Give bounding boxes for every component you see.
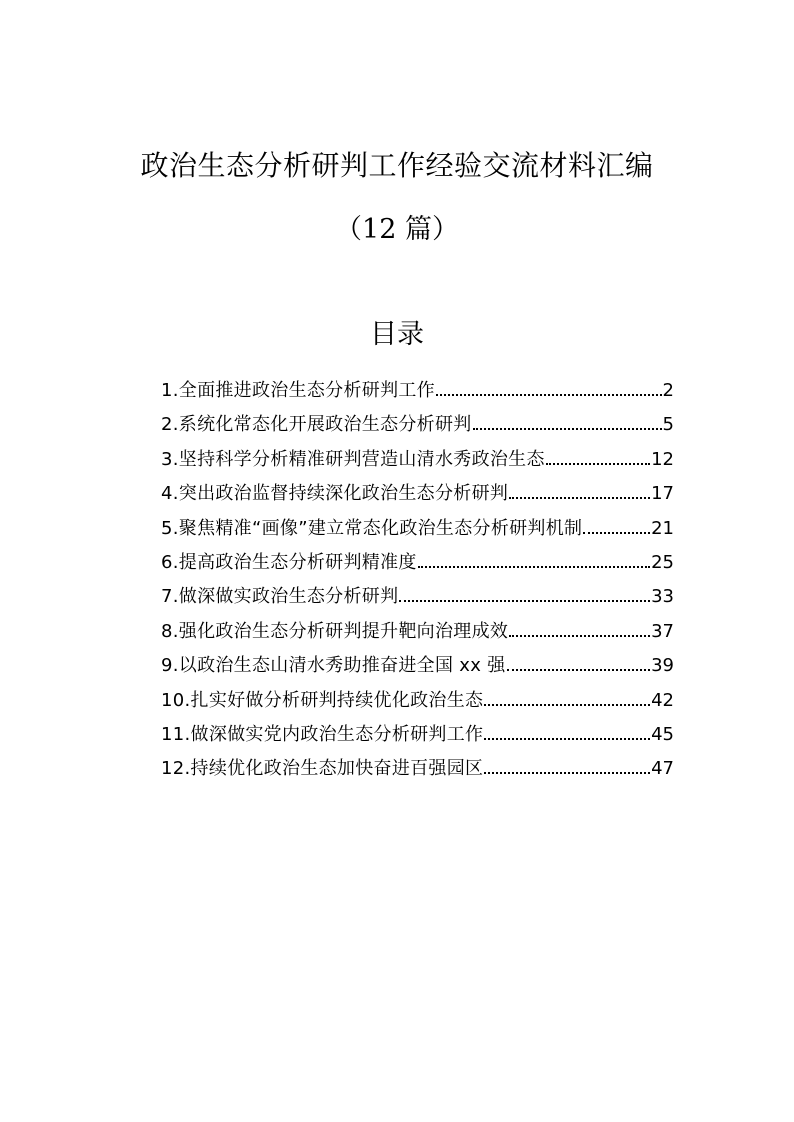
toc-leader-dots xyxy=(484,771,650,774)
toc-entry[interactable] xyxy=(161,512,674,546)
toc-entry-page: 21 xyxy=(651,517,674,539)
toc-entry-title: 4.突出政治监督持续深化政治生态分析研判 xyxy=(161,483,509,505)
toc-entry-page: 12 xyxy=(651,448,674,470)
toc-entry-title: 11.做深做实党内政治生态分析研判工作 xyxy=(161,723,484,745)
toc-entry[interactable] xyxy=(161,580,674,614)
toc-leader-dots xyxy=(507,668,651,671)
toc-entry[interactable] xyxy=(161,374,674,408)
toc-leader-dots xyxy=(509,634,650,637)
toc-entry[interactable] xyxy=(161,615,674,649)
toc-entry-page: 39 xyxy=(651,655,674,677)
toc-leader-dots xyxy=(436,393,662,396)
toc-entry[interactable] xyxy=(161,718,674,752)
toc-leader-dots xyxy=(399,599,650,602)
toc-entry-title: 1.全面推进政治生态分析研判工作 xyxy=(161,380,435,401)
toc-entry[interactable] xyxy=(161,443,674,477)
toc-entry-title: 7.做深做实政治生态分析研判 xyxy=(161,586,399,608)
toc-leader-dots xyxy=(418,565,650,568)
toc-entry-title: 12.持续优化政治生态加快奋进百强园区 xyxy=(161,758,484,780)
toc-entry-page: 25 xyxy=(651,551,674,573)
toc-entry-page: 47 xyxy=(651,758,674,780)
toc-entry[interactable] xyxy=(161,684,674,718)
toc-leader-dots xyxy=(484,737,650,740)
document-subtitle: （12 篇） xyxy=(335,214,459,245)
toc-entry-page: 45 xyxy=(651,723,674,745)
toc-leader-dots xyxy=(509,496,650,499)
toc-leader-dots xyxy=(484,703,650,706)
toc-leader-dots xyxy=(583,531,650,534)
toc-entry-page: 17 xyxy=(651,483,674,505)
toc-entry-title: 2.系统化常态化开展政治生态分析研判 xyxy=(161,414,472,436)
toc-entry-title: 8.强化政治生态分析研判提升靶向治理成效 xyxy=(161,620,509,642)
toc-entry-page: 5 xyxy=(662,414,674,436)
toc-entry-page: 2 xyxy=(662,380,674,401)
toc-entry-page: 42 xyxy=(651,689,674,711)
toc-entry-title: 5.聚焦精准“画像”建立常态化政治生态分析研判机制 xyxy=(161,517,583,539)
document-title: 政治生态分析研判工作经验交流材料汇编 xyxy=(140,149,654,182)
toc-leader-dots xyxy=(473,427,662,430)
toc-entry[interactable] xyxy=(161,752,674,786)
toc-entry[interactable] xyxy=(161,408,674,442)
toc-entry-page: 33 xyxy=(651,586,674,608)
toc-entry[interactable] xyxy=(161,477,674,511)
toc-leader-dots xyxy=(546,462,650,465)
toc-heading: 目录 xyxy=(370,319,424,350)
toc-entry[interactable] xyxy=(161,649,674,683)
table-of-contents xyxy=(161,374,674,787)
toc-entry-title: 10.扎实好做分析研判持续优化政治生态 xyxy=(161,689,484,711)
toc-entry-title: 9.以政治生态山清水秀助推奋进全国 xx 强 xyxy=(161,655,506,677)
toc-entry-title: 3.坚持科学分析精准研判营造山清水秀政治生态 xyxy=(161,448,545,470)
toc-entry-title: 6.提高政治生态分析研判精准度 xyxy=(161,551,417,573)
toc-entry[interactable] xyxy=(161,546,674,580)
toc-entry-page: 37 xyxy=(651,620,674,642)
